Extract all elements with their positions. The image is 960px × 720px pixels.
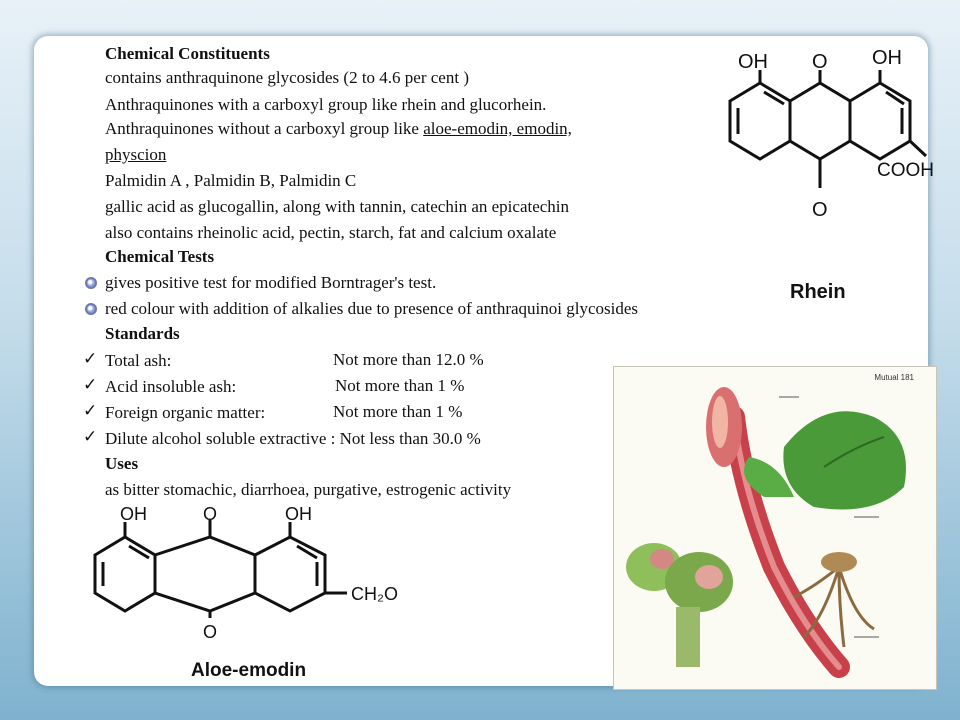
constituents-line-7: also contains rheinolic acid, pectin, starch, fat and calcium oxalate: [105, 223, 557, 242]
checkmark-icon: ✓: [83, 375, 98, 395]
illustration-plate-number: Mutual 181: [874, 373, 914, 382]
rhein-oh-right: OH: [872, 47, 902, 69]
aloe-ring-right: [255, 537, 325, 611]
swirl-bullet-icon: [85, 303, 97, 315]
rhubarb-drawing: [614, 367, 936, 689]
aloe-o-top: O: [203, 504, 218, 524]
standards-label-3: Foreign organic matter:: [105, 403, 266, 422]
rhein-structure: [690, 38, 935, 308]
uses-heading: Uses: [105, 454, 139, 473]
constituents-line-2: Anthraquinones with a carboxyl group like rhein and glucorhein.: [105, 95, 547, 114]
constituents-line-4: physcion: [105, 145, 167, 164]
aloe-ch2o: CH₂O: [351, 584, 398, 604]
rhein-o-bottom: O: [812, 199, 828, 221]
standards-value-1: Not more than 12.0 %: [333, 350, 484, 369]
aloe-caption: Aloe-emodin: [191, 660, 307, 681]
constituents-line-3: [105, 118, 572, 140]
rhubarb-illustration: [613, 366, 937, 690]
standards-label-4: Dilute alcohol soluble extractive : Not less than 30.0 %: [105, 429, 481, 448]
checkmark-icon: ✓: [83, 349, 98, 369]
constituents-heading: Chemical Constituents: [105, 44, 270, 63]
rhein-cooh: COOH: [877, 160, 934, 181]
rhein-o-top: O: [812, 51, 828, 73]
checkmark-icon: ✓: [83, 427, 98, 447]
standards-label-2: Acid insoluble ash:: [105, 377, 237, 396]
tests-heading: Chemical Tests: [105, 247, 215, 266]
rhein-caption: Rhein: [790, 281, 846, 303]
aloe-oh-right: OH: [285, 504, 312, 524]
rhein-oh-left: OH: [738, 51, 768, 73]
rhein-ring-middle: [790, 83, 850, 159]
aloe-emodin-structure: [85, 500, 420, 685]
standards-value-2: Not more than 1 %: [335, 376, 465, 395]
constituents-line-6: gallic acid as glucogallin, along with tannin, catechin an epicatechin: [105, 197, 570, 216]
tests-item-2: red colour with addition of alkalies due to presence of anthraquinoi glycosides: [105, 299, 638, 318]
aloe-o-bottom: O: [203, 622, 218, 642]
tests-item-1: gives positive test for modified Borntrager's test.: [105, 273, 437, 292]
constituents-line-3-underlined: aloe-emodin, emodin,: [423, 119, 572, 138]
standards-label-1: Total ash:: [105, 351, 172, 370]
constituents-line-3-text: Anthraquinones without a carboxyl group like: [105, 119, 424, 138]
checkmark-icon: ✓: [83, 401, 98, 421]
standards-heading: Standards: [105, 324, 180, 343]
constituents-line-1: contains anthraquinone glycosides (2 to 4.6 per cent ): [105, 68, 469, 87]
uses-text: as bitter stomachic, diarrhoea, purgative, estrogenic activity: [105, 480, 512, 499]
standards-value-3: Not more than 1 %: [333, 402, 463, 421]
aloe-oh-left: OH: [120, 504, 147, 524]
aloe-ring-middle: [155, 537, 255, 611]
constituents-line-5: Palmidin A , Palmidin B, Palmidin C: [105, 171, 357, 190]
swirl-bullet-icon: [85, 277, 97, 289]
